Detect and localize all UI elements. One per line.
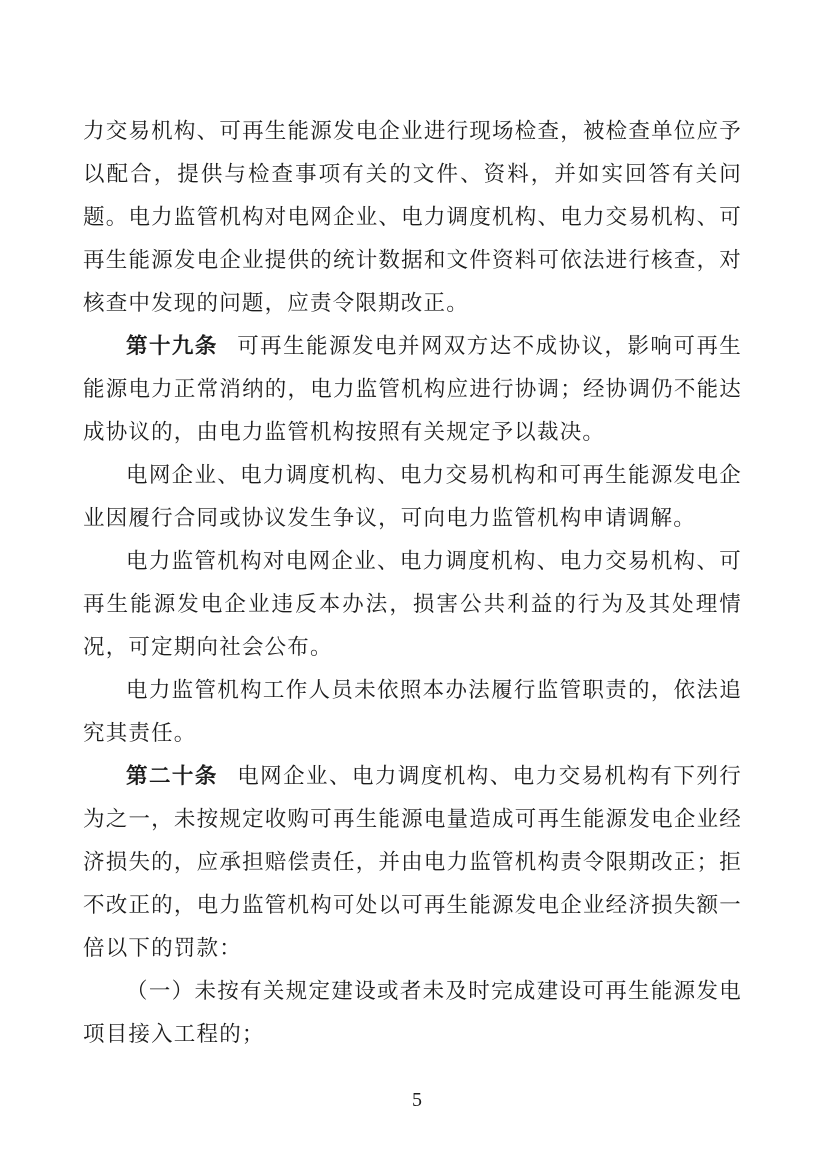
paragraph-list-item-1: （一）未按有关规定建设或者未及时完成建设可再生能源发电项目接入工程的；	[83, 979, 742, 1046]
paragraph-staff-liability: 电力监管机构工作人员未依照本办法履行监管职责的，依法追究其责任。	[83, 678, 742, 745]
paragraph-article-20	[83, 755, 742, 970]
paragraph-public-disclosure: 电力监管机构对电网企业、电力调度机构、电力交易机构、可再生能源发电企业违反本办法，损害公共利益的行为及其处理情况，可定期向社会公布。	[83, 549, 742, 659]
article-19-text: 可再生能源发电并网双方达不成协议，影响可再生能源电力正常消纳的，电力监管机构应进行协调；经协调仍不能达成协议的，由电力监管机构按照有关规定予以裁决。	[83, 334, 742, 444]
article-20-text: 电网企业、电力调度机构、电力交易机构有下列行为之一，未按规定收购可再生能源电量造成可再生能源发电企业经济损失的，应承担赔偿责任，并由电力监管机构责令限期改正；拒不改正的，电力监管机构可处以可再生能源发电企业经济损失额一倍以下的罚款：	[83, 764, 742, 960]
document-body	[83, 110, 742, 1056]
page-number: 5	[412, 1089, 422, 1111]
article-20-heading: 第二十条	[126, 764, 218, 788]
paragraph-article-19	[83, 325, 742, 454]
paragraph-continuation: 力交易机构、可再生能源发电企业进行现场检查，被检查单位应予以配合，提供与检查事项有关的文件、资料，并如实回答有关问题。电力监管机构对电网企业、电力调度机构、电力交易机构、可再生能源发电企业提供的统计数据和文件资料可依法进行核查，对核查中发现的问题，应责令限期改正。	[83, 119, 742, 315]
article-19-heading: 第十九条	[126, 334, 218, 358]
paragraph-dispute-mediation: 电网企业、电力调度机构、电力交易机构和可再生能源发电企业因履行合同或协议发生争议，可向电力监管机构申请调解。	[83, 463, 742, 530]
